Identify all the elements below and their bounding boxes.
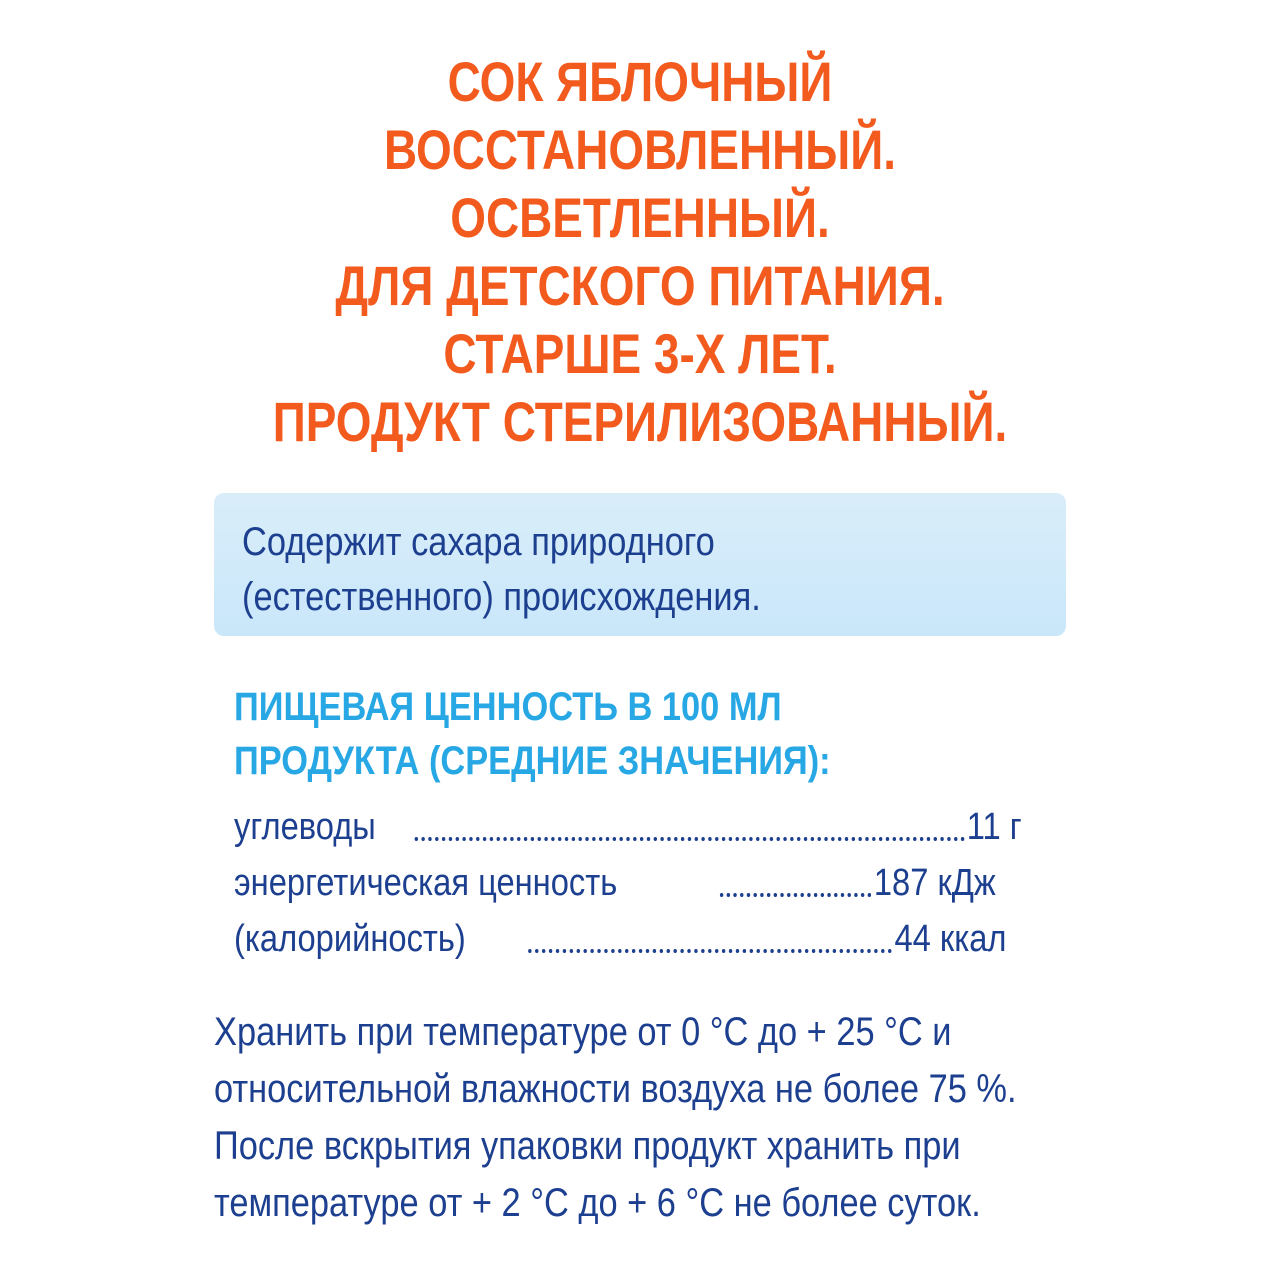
- nutrition-heading-line: ПРОДУКТА (СРЕДНИЕ ЗНАЧЕНИЯ):: [234, 739, 831, 783]
- title-line: СОК ЯБЛОЧНЫЙ: [447, 50, 833, 113]
- sugar-notice-text: [242, 515, 761, 625]
- nutrient-value: 11 г: [966, 806, 1022, 848]
- title-line: ОСВЕТЛЕННЫЙ.: [450, 186, 830, 249]
- dot-leader: [415, 837, 965, 841]
- sugar-notice-line: Содержит сахара природного: [242, 520, 715, 564]
- nutrient-name: энергетическая ценность: [234, 862, 618, 904]
- title-line: ПРОДУКТ СТЕРИЛИЗОВАННЫЙ.: [272, 390, 1008, 453]
- nutrient-name: (калорийность): [234, 918, 466, 960]
- title-line: СТАРШЕ 3-Х ЛЕТ.: [443, 322, 837, 385]
- nutrient-name: углеводы: [234, 806, 376, 848]
- nutrition-row-carbohydrates: [234, 799, 1128, 855]
- nutrition-table: [234, 799, 1128, 967]
- nutrient-value: 44 ккал: [894, 918, 1007, 960]
- storage-line: Хранить при температуре от 0 °С до + 25 °С и: [214, 1010, 952, 1054]
- nutrition-heading-line: ПИЩЕВАЯ ЦЕННОСТЬ В 100 МЛ: [234, 685, 782, 729]
- storage-line: После вскрытия упаковки продукт хранить при: [214, 1124, 961, 1168]
- dot-leader: [528, 949, 892, 953]
- storage-line: температуре от + 2 °С до + 6 °С не более суток.: [214, 1181, 981, 1225]
- title-line: ВОССТАНОВЛЕННЫЙ.: [383, 118, 897, 181]
- dot-leader: [720, 893, 871, 897]
- nutrition-row-calories: [234, 911, 1128, 967]
- sugar-notice-line: (естественного) происхождения.: [242, 575, 761, 619]
- nutrition-heading: [234, 680, 831, 788]
- storage-instructions: [214, 1004, 1017, 1232]
- nutrient-value: 187 кДж: [873, 862, 996, 904]
- title-line: ДЛЯ ДЕТСКОГО ПИТАНИЯ.: [335, 254, 945, 317]
- nutrition-row-energy: [234, 855, 1128, 911]
- product-title: [115, 48, 1165, 456]
- storage-line: относительной влажности воздуха не более 75 %.: [214, 1067, 1017, 1111]
